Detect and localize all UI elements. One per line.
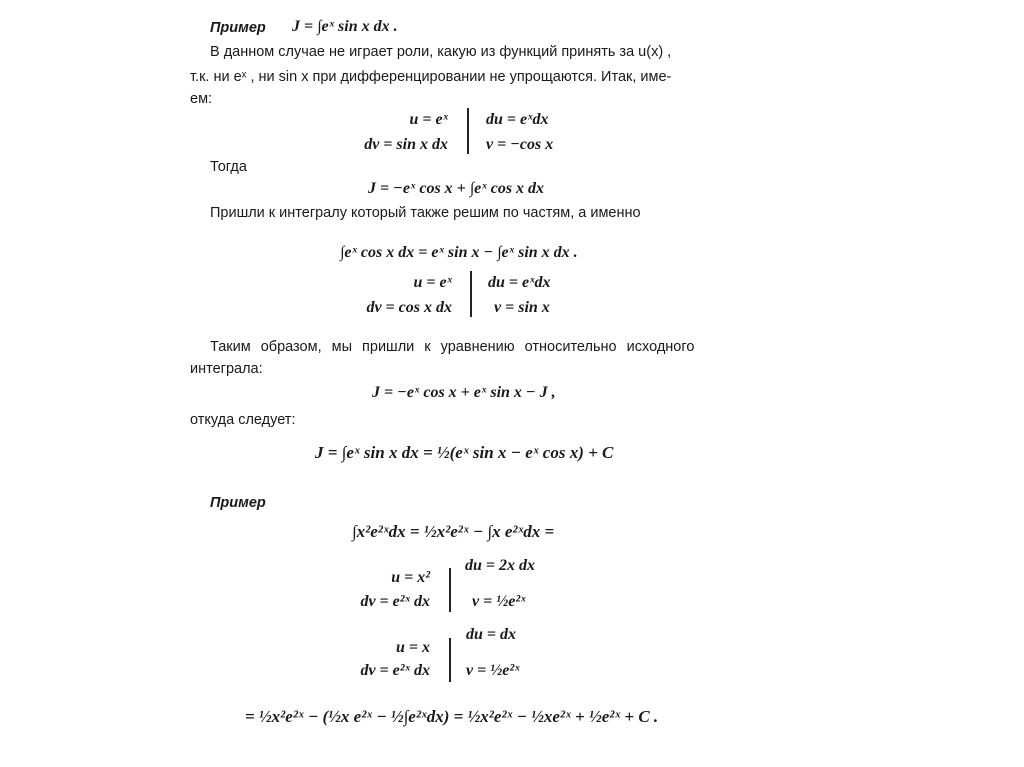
- formula: ∫x²e²ˣdx = ½x²e²ˣ − ∫x e²ˣdx =: [352, 522, 555, 541]
- formula-du: du = 2x dx: [465, 557, 536, 574]
- formula-dv: dv = e²ˣ dx: [360, 662, 430, 679]
- then-label: Тогда: [210, 159, 247, 175]
- paragraph-line: интеграла:: [190, 361, 263, 377]
- paragraph-line: Таким образом, мы пришли к уравнению относительно исходного: [210, 339, 695, 355]
- paragraph-line: ем:: [190, 91, 213, 107]
- formula-du: du = dx: [466, 626, 517, 643]
- paragraph-line: Пришли к интегралу который также решим по частям, а именно: [210, 205, 641, 221]
- formula-du: du = eˣdx: [488, 274, 551, 291]
- example-heading: Пример: [210, 20, 266, 36]
- formula: ∫eˣ cos x dx = eˣ sin x − ∫eˣ sin x dx .: [340, 244, 578, 261]
- formula: J = ∫eˣ sin x dx = ½(eˣ sin x − eˣ cos x) + C: [315, 443, 614, 462]
- formula-dv: dv = cos x dx: [366, 299, 452, 316]
- formula: J = −eˣ cos x + eˣ sin x − J ,: [372, 384, 556, 401]
- formula-v: v = sin x: [494, 299, 550, 316]
- formula-u: u = eˣ: [413, 274, 452, 291]
- divider: [470, 271, 472, 317]
- example-heading: Пример: [210, 495, 266, 511]
- formula-dv: dv = sin x dx: [364, 136, 448, 153]
- divider: [449, 568, 451, 612]
- formula-du: du = eˣdx: [486, 111, 549, 128]
- formula-u: u = eˣ: [409, 111, 448, 128]
- divider: [449, 638, 451, 682]
- paragraph-line: откуда следует:: [190, 412, 296, 428]
- paragraph-line: т.к. ни eˣ , ни sin x при дифференцировании не упрощаются. Итак, име-: [190, 69, 672, 85]
- formula-u: u = x: [395, 639, 430, 656]
- formula-u: u = x²: [391, 569, 430, 586]
- formula: J = −eˣ cos x + ∫eˣ cos x dx: [368, 180, 545, 197]
- formula-v: v = −cos x: [486, 136, 554, 153]
- formula-v: v = ½e²ˣ: [466, 662, 520, 679]
- formula-dv: dv = e²ˣ dx: [360, 593, 430, 610]
- divider: [467, 108, 469, 154]
- formula-v: v = ½e²ˣ: [472, 593, 526, 610]
- paragraph-line: В данном случае не играет роли, какую из функций принять за u(x) ,: [210, 44, 672, 60]
- formula: J = ∫eˣ sin x dx .: [292, 18, 398, 35]
- formula-result: = ½x²e²ˣ − (½x e²ˣ − ½∫e²ˣdx) = ½x²e²ˣ − ½xe²ˣ + ½e²ˣ + C .: [245, 707, 659, 726]
